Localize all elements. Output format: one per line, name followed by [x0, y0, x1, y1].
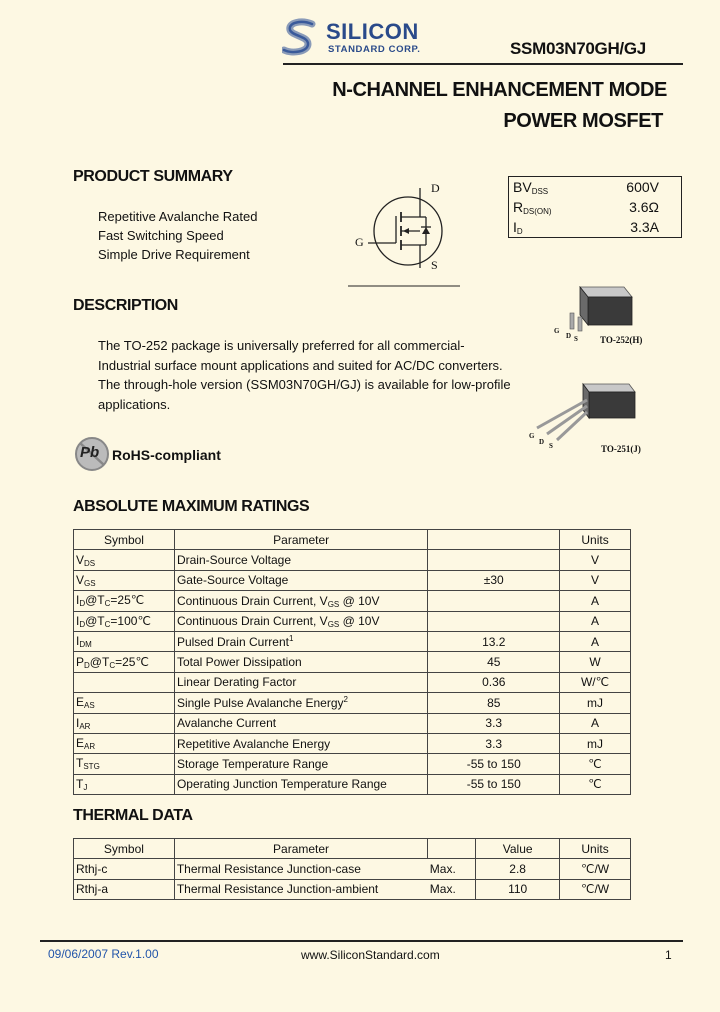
symbol-subscript: AR: [84, 742, 96, 752]
title-line1: N-CHANNEL ENHANCEMENT MODE: [332, 79, 667, 101]
pin-label: S: [574, 335, 578, 343]
rating-cell: [428, 611, 560, 631]
description-line: applications.: [98, 396, 171, 412]
symbol-cell: Rthj-a: [74, 879, 175, 899]
footer-page: 1: [665, 948, 672, 962]
parameter-text: Avalanche Current: [176, 716, 277, 731]
symbol-tail: @T: [85, 593, 105, 608]
unit-cell: ℃: [560, 754, 631, 774]
unit-cell: mJ: [560, 693, 631, 713]
symbol-tail: =25℃: [115, 654, 149, 669]
table-row: [74, 713, 631, 733]
symbol-main: E: [76, 695, 85, 710]
table-row: [74, 672, 631, 692]
spec-symbol: I: [513, 218, 517, 235]
abs-max-heading: ABSOLUTE MAXIMUM RATINGS: [73, 498, 310, 515]
symbol-cell: [74, 774, 175, 794]
symbol-main: V: [76, 552, 85, 567]
parameter-cell: [174, 733, 427, 753]
description-line: The through-hole version (SSM03N70GH/GJ) is available for low-profile: [98, 377, 511, 392]
qualifier-cell: Max.: [428, 879, 476, 899]
parameter-subscript: GS: [327, 620, 340, 630]
col-header: Parameter: [174, 839, 427, 859]
description-line: Industrial surface mount applications and suited for AC/DC converters.: [98, 357, 503, 373]
unit-cell: A: [560, 631, 631, 651]
parameter-cell: [174, 672, 427, 692]
symbol-cell: [74, 733, 175, 753]
table-row: [74, 879, 631, 899]
table-row: [74, 611, 631, 631]
unit-cell: A: [560, 713, 631, 733]
logo-sub-text: STANDARD CORP.: [328, 44, 421, 55]
package-label: TO-252(H): [600, 335, 643, 345]
unit-cell: V: [560, 550, 631, 570]
symbol-main: I: [76, 613, 80, 628]
rating-cell: 13.2: [428, 631, 560, 651]
spec-row: [509, 197, 682, 217]
parameter-text: Single Pulse Avalanche Energy: [176, 695, 344, 710]
parameter-cell: [174, 631, 427, 651]
footer-url: www.SiliconStandard.com: [301, 948, 440, 962]
unit-cell: ℃/W: [560, 879, 631, 899]
symbol-subscript: J: [83, 782, 88, 792]
logo-main-text: SILICON: [326, 19, 419, 44]
pin-label: G: [554, 327, 560, 335]
symbol-subscript: DS: [84, 558, 96, 568]
rating-cell: -55 to 150: [428, 774, 560, 794]
header-rule: [283, 63, 683, 65]
symbol-cell: [74, 591, 175, 611]
rohs-text: RoHS-compliant: [112, 447, 221, 463]
symbol-main: I: [76, 715, 80, 730]
symbol-subscript: STG: [83, 762, 100, 772]
parameter-cell: [174, 713, 427, 733]
parameter-tail: @ 10V: [339, 614, 380, 629]
product-summary-heading: PRODUCT SUMMARY: [73, 168, 233, 185]
symbol-subscript: D: [84, 660, 90, 670]
table-row: [74, 733, 631, 753]
package-to252: [548, 283, 658, 351]
unit-cell: A: [560, 611, 631, 631]
spec-subscript: DSS: [531, 186, 549, 196]
spec-subscript: DS(ON): [523, 206, 552, 216]
pin-label: G: [529, 432, 535, 440]
col-header: Units: [560, 530, 631, 550]
parameter-text: Storage Temperature Range: [176, 756, 329, 771]
rating-cell: [428, 591, 560, 611]
parameter-text: Pulsed Drain Current: [176, 634, 289, 649]
parameter-text: Operating Junction Temperature Range: [176, 777, 387, 792]
unit-cell: A: [560, 591, 631, 611]
symbol-main: I: [76, 634, 80, 649]
value-cell: 110: [476, 879, 560, 899]
spec-row: [509, 177, 682, 198]
source-label: S: [431, 258, 438, 272]
parameter-text: Total Power Dissipation: [176, 655, 302, 670]
spec-value: 3.3A: [630, 219, 659, 235]
symbol-subscript: AR: [79, 721, 91, 731]
symbol-tail: @T: [85, 613, 105, 628]
part-number: SSM03N70GH/GJ: [510, 39, 646, 58]
value-cell: 2.8: [476, 859, 560, 879]
unit-cell: mJ: [560, 733, 631, 753]
abs-max-table: [73, 529, 631, 795]
title-line2: POWER MOSFET: [503, 110, 663, 132]
parameter-text: Repetitive Avalanche Energy: [176, 736, 331, 751]
description-body: [98, 336, 518, 414]
rating-cell: 3.3: [428, 733, 560, 753]
spec-symbol: BV: [513, 178, 532, 195]
symbol-subscript: C: [104, 599, 111, 609]
package-to251: [525, 378, 655, 458]
table-row: [74, 631, 631, 651]
parameter-text: Drain-Source Voltage: [176, 553, 292, 568]
symbol-main: T: [76, 776, 84, 791]
symbol-tail: @T: [89, 654, 110, 669]
symbol-subscript: C: [104, 619, 111, 629]
symbol-cell: [74, 713, 175, 733]
symbol-cell: [74, 611, 175, 631]
symbol-subscript: D: [79, 619, 86, 629]
parameter-cell: [174, 550, 427, 570]
symbol-cell: [74, 550, 175, 570]
col-header: Parameter: [174, 530, 427, 550]
parameter-text: Gate-Source Voltage: [176, 573, 289, 588]
rating-cell: 85: [428, 693, 560, 713]
parameter-text: Linear Derating Factor: [176, 675, 297, 690]
parameter-tail: @ 10V: [339, 593, 380, 608]
col-header: [428, 530, 560, 550]
feature-item: Simple Drive Requirement: [98, 247, 250, 262]
symbol-subscript: AS: [84, 701, 95, 711]
parameter-text: Continuous Drain Current, V: [176, 614, 328, 629]
symbol-cell: [74, 754, 175, 774]
summary-spec-table: [508, 176, 682, 238]
unit-cell: ℃: [560, 774, 631, 794]
spec-subscript: D: [516, 226, 523, 236]
footnote-ref: 2: [343, 694, 348, 704]
mosfet-symbol-icon: [348, 178, 463, 290]
description-heading: DESCRIPTION: [73, 297, 178, 314]
rating-cell: 3.3: [428, 713, 560, 733]
qualifier-cell: Max.: [428, 859, 476, 879]
feature-item: Repetitive Avalanche Rated: [98, 209, 258, 224]
spec-value: 600V: [626, 179, 659, 195]
parameter-cell: [174, 652, 427, 672]
col-header: Symbol: [74, 530, 175, 550]
symbol-cell: [74, 570, 175, 590]
symbol-main: I: [76, 593, 80, 608]
symbol-subscript: C: [109, 660, 116, 670]
parameter-cell: [174, 774, 427, 794]
parameter-subscript: GS: [327, 599, 340, 609]
footer-date: 09/06/2007 Rev.1.00: [48, 947, 159, 961]
parameter-cell: [174, 611, 427, 631]
mosfet-symbol: [348, 178, 463, 290]
unit-cell: W: [560, 652, 631, 672]
symbol-main: P: [76, 654, 85, 669]
footnote-ref: 1: [289, 633, 294, 643]
table-row: [74, 591, 631, 611]
symbol-subscript: DM: [79, 640, 92, 650]
rohs-badge: [74, 436, 110, 472]
parameter-cell: [174, 591, 427, 611]
pin-label: D: [539, 438, 545, 446]
logo-s-icon: [282, 18, 318, 58]
pb-label: Pb: [80, 444, 100, 461]
rating-cell: 45: [428, 652, 560, 672]
symbol-cell: [74, 693, 175, 713]
parameter-text: Continuous Drain Current, V: [176, 593, 328, 608]
symbol-subscript: D: [79, 599, 86, 609]
table-row: [74, 754, 631, 774]
table-row: [74, 550, 631, 570]
symbol-main: T: [76, 756, 84, 771]
gate-label: G: [355, 235, 364, 249]
table-header-row: [74, 530, 631, 550]
spec-row: [509, 217, 682, 238]
spec-symbol: R: [513, 198, 524, 215]
drain-label: D: [431, 181, 440, 195]
thermal-table: [73, 838, 631, 900]
table-row: [74, 652, 631, 672]
unit-cell: ℃/W: [560, 859, 631, 879]
company-logo: [282, 18, 442, 58]
parameter-cell: [174, 693, 427, 713]
symbol-main: V: [76, 572, 85, 587]
table-row: [74, 774, 631, 794]
symbol-cell: [74, 652, 175, 672]
rating-cell: ±30: [428, 570, 560, 590]
footer-rule: [40, 940, 683, 942]
parameter-cell: Thermal Resistance Junction-ambient: [174, 879, 427, 899]
table-row: [74, 859, 631, 879]
parameter-cell: Thermal Resistance Junction-case: [174, 859, 427, 879]
table-header-row: [74, 839, 631, 859]
symbol-main: E: [76, 736, 85, 751]
rating-cell: -55 to 150: [428, 754, 560, 774]
package-label: TO-251(J): [601, 444, 641, 454]
table-row: [74, 693, 631, 713]
col-header: Units: [560, 839, 631, 859]
symbol-tail: =25℃: [110, 593, 145, 608]
symbol-cell: Rthj-c: [74, 859, 175, 879]
rating-cell: [428, 550, 560, 570]
symbol-subscript: GS: [84, 578, 96, 588]
unit-cell: V: [560, 570, 631, 590]
symbol-tail: =100℃: [110, 613, 151, 628]
col-header: Value: [476, 839, 560, 859]
parameter-cell: [174, 754, 427, 774]
feature-item: Fast Switching Speed: [98, 228, 224, 243]
description-line: The TO-252 package is universally preferred for all commercial-: [98, 338, 465, 353]
col-header: Symbol: [74, 839, 175, 859]
pin-label: D: [566, 332, 572, 340]
symbol-cell: [74, 631, 175, 651]
pin-label: S: [549, 442, 553, 450]
symbol-cell: [74, 672, 175, 692]
thermal-heading: THERMAL DATA: [73, 807, 193, 824]
parameter-cell: [174, 570, 427, 590]
unit-cell: W/℃: [560, 672, 631, 692]
table-row: [74, 570, 631, 590]
spec-value: 3.6Ω: [629, 199, 659, 215]
rating-cell: 0.36: [428, 672, 560, 692]
